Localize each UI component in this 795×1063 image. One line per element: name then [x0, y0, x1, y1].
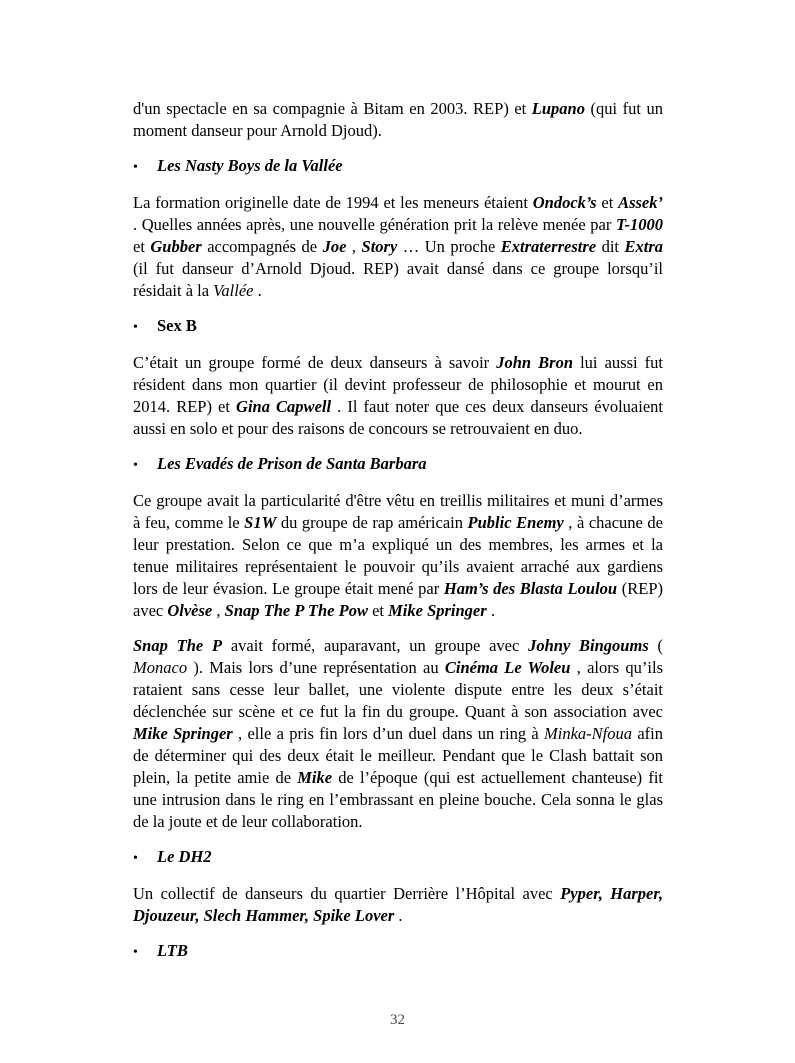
text-segment: Public Enemy — [467, 513, 564, 532]
text-segment: lui aussi fut résident dans mon quartier (il devint professeur de philosophie et mourut en 2014. REP) et — [133, 353, 663, 416]
bullet-icon: • — [133, 320, 138, 335]
text-segment: avait formé, auparavant, un groupe avec — [222, 636, 529, 655]
text-segment: , elle a pris fin lors d’un duel dans un ring à — [232, 724, 545, 743]
bullet-heading: Sex B — [157, 316, 197, 335]
text-segment: Mike — [297, 768, 333, 787]
text-segment: du groupe de rap américain — [276, 513, 468, 532]
text-segment: Extra — [624, 237, 663, 256]
bullet-item — [133, 846, 663, 870]
page-number: 32 — [390, 1012, 405, 1028]
text-segment: (REP) avec — [133, 579, 663, 620]
text-segment: Ham’s des Blasta Loulou — [443, 579, 618, 598]
text-segment: T-1000 — [615, 215, 663, 234]
text-segment: Joe — [322, 237, 347, 256]
text-segment: Snap The P — [133, 636, 223, 655]
text-segment: . Il faut noter que ces deux danseurs évoluaient aussi en solo et pour des raisons de concours se retrouvaient en duo. — [133, 397, 663, 438]
text-segment: . — [394, 906, 403, 925]
text-segment: Gina Capwell — [236, 397, 332, 416]
text-segment: Gubber — [150, 237, 202, 256]
text-segment: et — [596, 193, 619, 212]
paragraph — [133, 192, 663, 302]
bullet-item — [133, 453, 663, 477]
text-segment: Cinéma Le Woleu — [444, 658, 571, 677]
text-segment: afin de déterminer qui des deux était le meilleur. Pendant que le Clash battait son plein, la petite amie de — [133, 724, 663, 787]
text-segment: La formation originelle date de 1994 et les meneurs étaient — [133, 193, 533, 212]
text-segment: de l’époque (qui est actuellement chanteuse) fit une intrusion dans le ring en l’embrassant en pleine bouche. Cela sonna le glas de la joute et de leur collaboration. — [133, 768, 663, 831]
bullet-icon: • — [133, 458, 138, 473]
text-segment: Ce groupe avait la particularité d'être vêtu en treillis militaires et muni d’armes à feu, comme le — [133, 491, 663, 532]
text-segment: ). Mais lors d’une représentation au — [187, 658, 445, 677]
text-segment: Vallée — [213, 281, 254, 300]
text-segment: John Bron — [496, 353, 574, 372]
text-segment: dit — [596, 237, 625, 256]
text-segment: d'un spectacle en sa compagnie à Bitam en 2003. REP) et — [133, 99, 532, 118]
paragraph — [133, 352, 663, 440]
bullet-item — [133, 940, 663, 964]
paragraph — [133, 883, 663, 927]
bullet-icon: • — [133, 945, 138, 960]
text-segment: et — [367, 601, 389, 620]
text-segment: (qui fut un moment danseur pour Arnold Djoud). — [133, 99, 663, 140]
text-segment: Ondock’s — [532, 193, 597, 212]
bullet-icon: • — [133, 160, 138, 175]
text-segment: et — [133, 237, 151, 256]
text-segment: Snap The P The Pow — [224, 601, 368, 620]
text-segment: (il fut danseur d’Arnold Djoud. REP) avait dansé dans ce groupe lorsqu’il résidait à la — [133, 259, 663, 300]
text-segment: , alors qu’ils rataient sans cesse leur ballet, une violente dispute entre les deux s’était déclenchée sur scène et ce fut la fin du groupe. Quant à son association avec — [133, 658, 663, 721]
paragraph — [133, 98, 663, 142]
text-segment: Mike Springer — [133, 724, 233, 743]
text-segment: Assek’ — [618, 193, 663, 212]
bullet-heading: Le DH2 — [157, 847, 212, 866]
text-segment: , — [346, 237, 362, 256]
bullet-item — [133, 315, 663, 339]
document-content — [133, 98, 663, 977]
bullet-heading: Les Nasty Boys de la Vallée — [157, 156, 343, 175]
text-segment: Story — [361, 237, 398, 256]
text-segment: Monaco — [133, 658, 188, 677]
text-segment: C’était un groupe formé de deux danseurs à savoir — [133, 353, 497, 372]
text-segment: Johny Bingoums — [528, 636, 649, 655]
text-segment: Extraterrestre — [500, 237, 597, 256]
text-segment: accompagnés de — [201, 237, 323, 256]
paragraph — [133, 635, 663, 833]
text-segment: , — [212, 601, 225, 620]
bullet-icon: • — [133, 851, 138, 866]
text-segment: Mike Springer — [388, 601, 487, 620]
bullet-heading: Les Evadés de Prison de Santa Barbara — [157, 454, 427, 473]
bullet-item — [133, 155, 663, 179]
text-segment: Un collectif de danseurs du quartier Derrière l’Hôpital avec — [133, 884, 561, 903]
text-segment: Olvèse — [167, 601, 213, 620]
paragraph — [133, 490, 663, 622]
text-segment: Lupano — [531, 99, 585, 118]
bullet-heading: LTB — [157, 941, 188, 960]
text-segment: S1W — [244, 513, 277, 532]
text-segment: Minka-Nfoua — [544, 724, 633, 743]
text-segment: , à chacune de leur prestation. Selon ce que m’a expliqué un des membres, les armes et la tenue militaires représentaient le pouvoir qu’ils avaient arraché aux gardiens lors de leur évasion. Le groupe était mené par — [133, 513, 663, 598]
text-segment: . — [253, 281, 262, 300]
text-segment: . Quelles années après, une nouvelle génération prit la relève menée par — [133, 215, 616, 234]
text-segment: Pyper, Harper, Djouzeur, Slech Hammer, Spike Lover — [133, 884, 664, 925]
text-segment: ( — [648, 636, 664, 655]
text-segment: … Un proche — [397, 237, 501, 256]
text-segment: . — [486, 601, 495, 620]
